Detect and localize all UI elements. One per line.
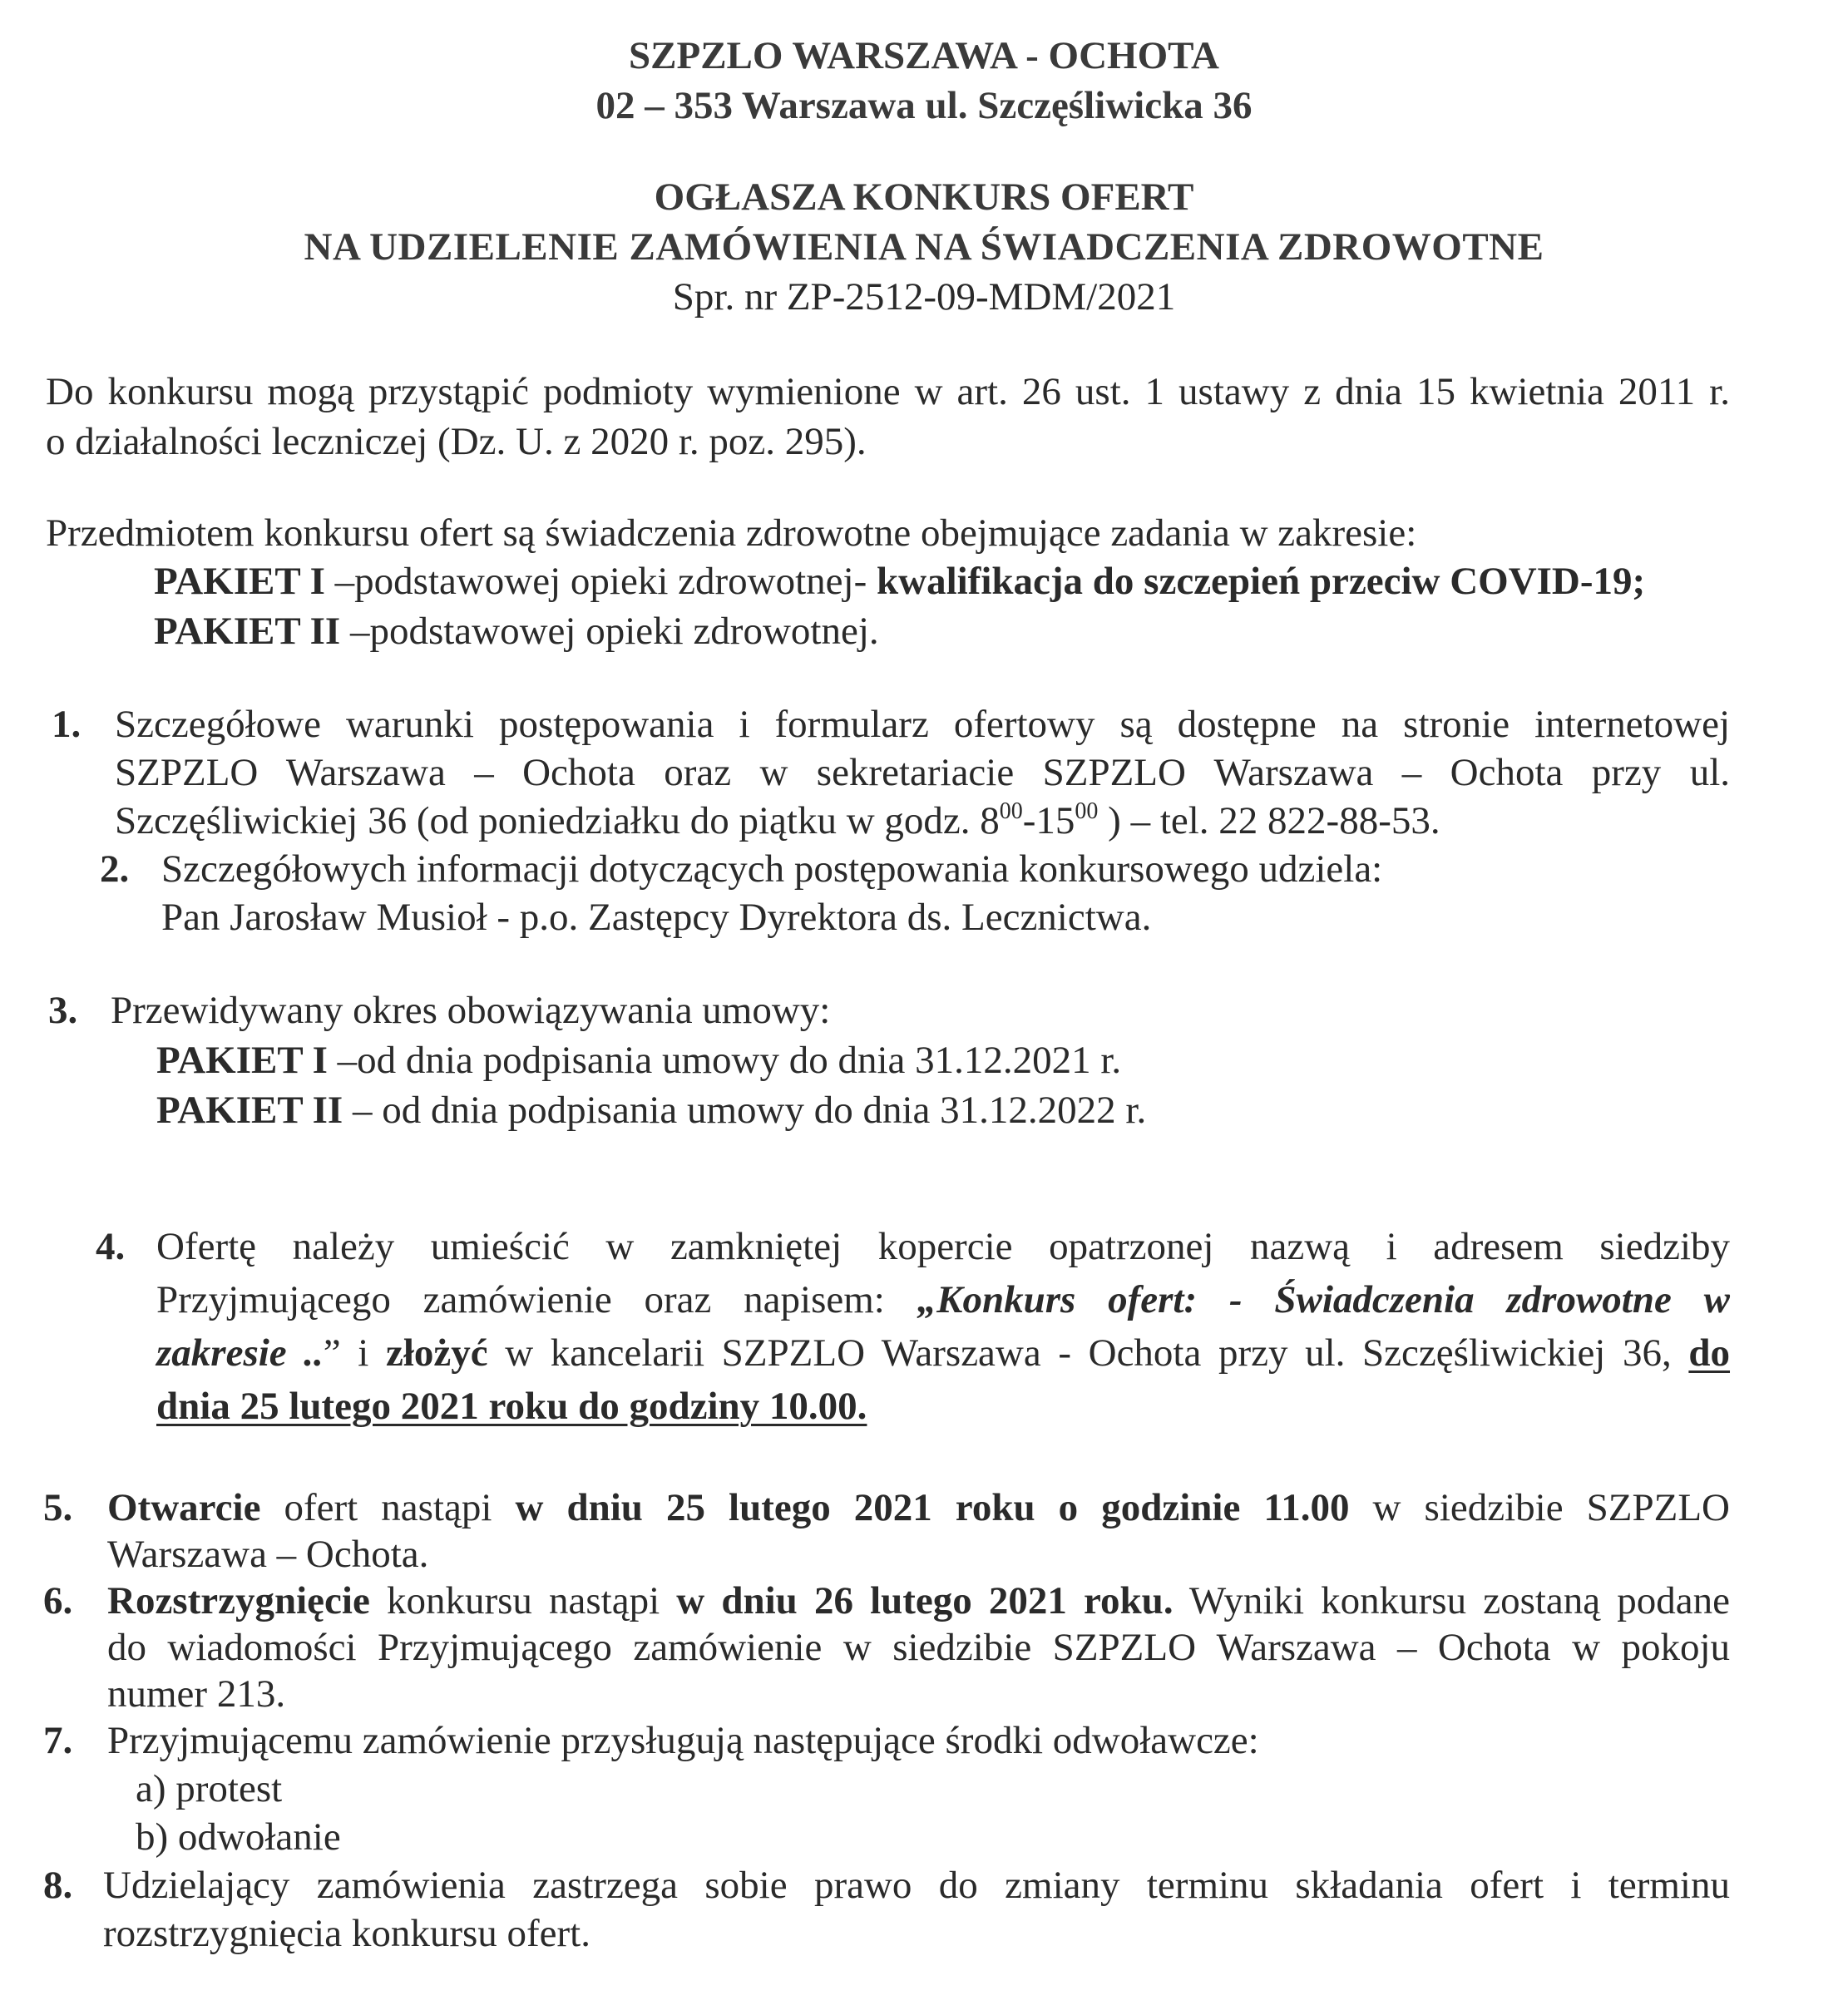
intro-line-2: o działalności leczniczej (Dz. U. z 2020 r. poz. 295).	[46, 420, 867, 463]
item-2-line-2: Pan Jarosław Musioł - p.o. Zastępcy Dyrektora ds. Lecznictwa.	[161, 896, 1152, 939]
subject-package-1	[154, 557, 1645, 605]
package-2-label: PAKIET II	[154, 610, 341, 653]
item-4-line-2-b: „Konkurs ofert: - Świadczenia zdrowotne w	[917, 1278, 1730, 1321]
item-4-line-3-c: złożyć	[385, 1331, 488, 1375]
item-5-d: w siedzibie SZPZLO	[1349, 1486, 1730, 1529]
item-6-line-3: numer 213.	[107, 1672, 286, 1716]
item-4-number: 4.	[96, 1225, 126, 1268]
item-1-sup-2: 00	[1075, 798, 1099, 824]
item-1-number: 1.	[52, 703, 82, 746]
heading-line-1: OGŁASZA KONKURS OFERT	[654, 175, 1194, 219]
item-5-line-1	[107, 1484, 1730, 1532]
item-3-package-2-text: – od dnia podpisania umowy do dnia 31.12.2022 r.	[343, 1089, 1147, 1132]
item-7-number: 7.	[43, 1719, 73, 1762]
item-3-package-2	[156, 1086, 1146, 1134]
item-4-line-3-d: w kancelarii SZPZLO Warszawa - Ochota przy ul. Szczęśliwickiej 36,	[487, 1331, 1689, 1375]
item-3-package-1-label: PAKIET I	[156, 1039, 328, 1082]
item-1-line-3	[115, 797, 1440, 845]
item-5-b: ofert nastąpi	[260, 1486, 516, 1529]
item-4-line-3-a: zakresie ..	[156, 1331, 324, 1375]
item-7-option-a: a) protest	[136, 1767, 283, 1810]
item-3-package-2-label: PAKIET II	[156, 1089, 343, 1132]
org-address: 02 – 353 Warszawa ul. Szczęśliwicka 36	[595, 84, 1253, 127]
item-8-line-2: rozstrzygnięcia konkursu ofert.	[103, 1912, 590, 1955]
item-5-c: w dniu 25 lutego 2021 roku o godzinie 11.00	[515, 1486, 1350, 1529]
item-4-line-2-a: Przyjmującego zamówienie oraz napisem:	[156, 1278, 917, 1321]
item-1-line-3-b: -15	[1022, 799, 1075, 842]
item-1-sup-1: 00	[999, 798, 1023, 824]
item-6-line-2: do wiadomości Przyjmującego zamówienie w siedzibie SZPZLO Warszawa – Ochota w pokoju	[107, 1626, 1730, 1669]
item-1-line-2: SZPZLO Warszawa – Ochota oraz w sekretariacie SZPZLO Warszawa – Ochota przy ul.	[115, 751, 1730, 794]
item-5-number: 5.	[43, 1486, 73, 1529]
item-6-line-1	[107, 1577, 1730, 1625]
case-number: Spr. nr ZP-2512-09-MDM/2021	[672, 275, 1176, 319]
item-4-line-1: Ofertę należy umieścić w zamkniętej kopercie opatrzonej nazwą i adresem siedziby	[156, 1225, 1730, 1268]
item-8-line-1: Udzielający zamówienia zastrzega sobie prawo do zmiany terminu składania ofert i terminu	[103, 1864, 1730, 1907]
item-4-line-4: dnia 25 lutego 2021 roku do godziny 10.00.	[156, 1385, 867, 1428]
item-2-number: 2.	[100, 847, 130, 891]
item-1-line-3-c: ) – tel. 22 822-88-53.	[1098, 799, 1440, 842]
item-7-option-b: b) odwołanie	[136, 1815, 341, 1859]
item-6-a: Rozstrzygnięcie	[107, 1579, 370, 1622]
item-4-line-3-b: ” i	[323, 1331, 386, 1375]
intro-line-1: Do konkursu mogą przystąpić podmioty wymienione w art. 26 ust. 1 ustawy z dnia 15 kwietnia 2011 r.	[46, 370, 1730, 413]
item-3-number: 3.	[48, 989, 78, 1032]
item-6-c: w dniu 26 lutego 2021 roku.	[676, 1579, 1174, 1622]
item-3-package-1	[156, 1036, 1121, 1084]
item-4-line-2	[156, 1276, 1730, 1324]
item-1-line-1: Szczegółowe warunki postępowania i formularz ofertowy są dostępne na stronie internetowej	[115, 703, 1730, 746]
item-5-a: Otwarcie	[107, 1486, 261, 1529]
package-2-text: –podstawowej opieki zdrowotnej.	[340, 610, 879, 653]
item-7-line-1: Przyjmującemu zamówienie przysługują następujące środki odwoławcze:	[107, 1719, 1259, 1762]
item-4-line-3-e: do	[1688, 1331, 1731, 1375]
item-2-line-1: Szczegółowych informacji dotyczących postępowania konkursowego udziela:	[161, 847, 1383, 891]
subject-lead: Przedmiotem konkursu ofert są świadczenia zdrowotne obejmujące zadania w zakresie:	[46, 511, 1417, 555]
item-8-number: 8.	[43, 1864, 73, 1907]
item-4-line-3	[156, 1329, 1730, 1377]
item-6-d: Wyniki konkursu zostaną podane	[1173, 1579, 1730, 1622]
package-1-label: PAKIET I	[154, 560, 325, 603]
subject-package-2	[154, 607, 879, 655]
item-1-line-3-a: Szczęśliwickiej 36 (od poniedziałku do piątku w godz. 8	[115, 799, 1000, 842]
item-3-line-1: Przewidywany okres obowiązywania umowy:	[111, 989, 831, 1032]
heading-line-2: NA UDZIELENIE ZAMÓWIENIA NA ŚWIADCZENIA ZDROWOTNE	[304, 225, 1544, 269]
package-1-text: –podstawowej opieki zdrowotnej-	[324, 560, 877, 603]
item-6-number: 6.	[43, 1579, 73, 1622]
item-3-package-1-text: –od dnia podpisania umowy do dnia 31.12.2021 r.	[327, 1039, 1122, 1082]
item-5-line-2: Warszawa – Ochota.	[107, 1533, 429, 1576]
package-1-bold: kwalifikacja do szczepień przeciw COVID-19;	[876, 560, 1646, 603]
org-name: SZPZLO WARSZAWA - OCHOTA	[629, 34, 1219, 77]
item-6-b: konkursu nastąpi	[369, 1579, 677, 1622]
